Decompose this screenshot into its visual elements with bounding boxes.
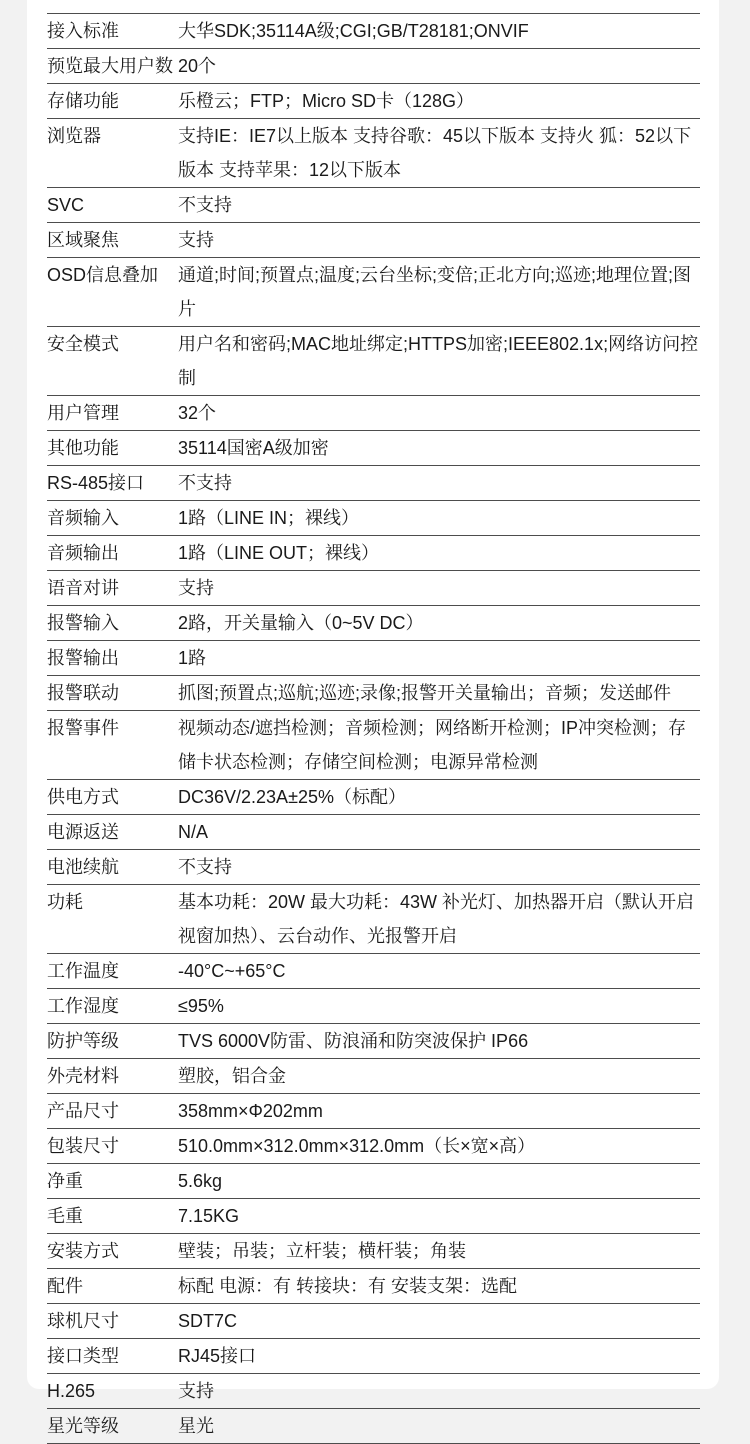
spec-row	[47, 258, 700, 327]
spec-card	[27, 0, 719, 1436]
spec-label: 报警输出	[47, 648, 119, 668]
spec-label: 浏览器	[47, 126, 101, 146]
spec-value: 不支持	[178, 195, 232, 215]
spec-value: 2路，开关量输入（0~5V DC）	[178, 613, 424, 633]
spec-row	[47, 1164, 700, 1199]
spec-row	[47, 188, 700, 223]
spec-row	[47, 885, 700, 954]
spec-row	[47, 641, 700, 676]
spec-value: RJ45接口	[178, 1346, 257, 1366]
spec-label: 星光等级	[47, 1416, 119, 1436]
spec-label: 毛重	[47, 1206, 83, 1226]
spec-table	[47, 0, 700, 1444]
spec-value: 不支持	[178, 857, 232, 877]
spec-label: 功耗	[47, 892, 83, 912]
spec-row	[47, 1129, 700, 1164]
spec-row	[47, 501, 700, 536]
spec-row	[47, 1059, 700, 1094]
spec-label: 语音对讲	[47, 578, 119, 598]
spec-label: 工作温度	[47, 961, 119, 981]
spec-row	[47, 1024, 700, 1059]
spec-label: 配件	[47, 1276, 83, 1296]
spec-label: 球机尺寸	[47, 1311, 119, 1331]
spec-row	[47, 49, 700, 84]
spec-value: 5.6kg	[178, 1171, 223, 1191]
spec-value: 视频动态/遮挡检测；音频检测；网络断开检测；IP冲突检测；存储卡状态检测；存储空间检测；电源异常检测	[178, 718, 687, 772]
spec-row	[47, 1409, 700, 1444]
spec-row	[47, 1339, 700, 1374]
spec-value: 1路（LINE OUT；裸线）	[178, 543, 380, 563]
spec-label: 接口类型	[47, 1346, 119, 1366]
spec-value: 支持IE：IE7以上版本 支持谷歌：45以下版本 支持火 狐：52以下版本 支持苹果：12以下版本	[178, 126, 692, 180]
spec-value: 358mm×Φ202mm	[178, 1101, 323, 1121]
spec-label: 防护等级	[47, 1031, 119, 1051]
spec-value: 支持	[178, 230, 214, 250]
spec-label: H.265	[47, 1381, 96, 1401]
spec-label: 存储功能	[47, 91, 119, 111]
spec-label: 区域聚焦	[47, 230, 119, 250]
spec-value: SDT7C	[178, 1311, 238, 1331]
spec-row	[47, 850, 700, 885]
spec-value: 塑胶，铝合金	[178, 1066, 286, 1086]
spec-label: 音频输入	[47, 508, 119, 528]
spec-label: 安装方式	[47, 1241, 119, 1261]
spec-value: -40°C~+65°C	[178, 961, 286, 981]
spec-row	[47, 780, 700, 815]
spec-value: 基本功耗：20W 最大功耗：43W 补光灯、加热器开启（默认开启视窗加热）、云台动作、光报警开启	[178, 892, 695, 946]
spec-label: 供电方式	[47, 787, 119, 807]
spec-value: ≤95%	[178, 996, 224, 1016]
spec-row	[47, 1199, 700, 1234]
spec-row	[47, 1094, 700, 1129]
spec-label: 电池续航	[47, 857, 119, 877]
spec-value: 大华SDK;35114A级;CGI;GB/T28181;ONVIF	[178, 21, 529, 41]
spec-value: 标配 电源：有 转接块：有 安装支架：选配	[178, 1276, 518, 1296]
spec-value: 不支持	[178, 473, 232, 493]
spec-value: 510.0mm×312.0mm×312.0mm（长×宽×高）	[178, 1136, 536, 1156]
spec-value: 32个	[178, 403, 217, 423]
spec-value: 支持	[178, 1381, 214, 1401]
spec-value: 通道;时间;预置点;温度;云台坐标;变倍;正北方向;巡迹;地理位置;图片	[178, 265, 692, 319]
spec-row	[47, 223, 700, 258]
spec-row	[47, 0, 700, 14]
spec-row	[47, 571, 700, 606]
spec-value: 7.15KG	[178, 1206, 240, 1226]
spec-row	[47, 396, 700, 431]
spec-value: 用户名和密码;MAC地址绑定;HTTPS加密;IEEE802.1x;网络访问控制	[178, 334, 699, 388]
spec-label: 报警事件	[47, 718, 119, 738]
spec-value: 壁装；吊装；立杆装；横杆装；角装	[178, 1241, 466, 1261]
spec-label: RS-485接口	[47, 473, 145, 493]
spec-label: 安全模式	[47, 334, 119, 354]
spec-row	[47, 1374, 700, 1409]
spec-row	[47, 466, 700, 501]
spec-label: 接入标准	[47, 21, 119, 41]
spec-label: SVC	[47, 195, 85, 215]
spec-row	[47, 1269, 700, 1304]
spec-label: 外壳材料	[47, 1066, 119, 1086]
spec-row	[47, 815, 700, 850]
spec-value: 1路（LINE IN；裸线）	[178, 508, 360, 528]
spec-row	[47, 327, 700, 396]
spec-row	[47, 84, 700, 119]
spec-value: 20个	[178, 56, 217, 76]
spec-value: 35114国密A级加密	[178, 438, 329, 458]
spec-row	[47, 606, 700, 641]
spec-label: 工作湿度	[47, 996, 119, 1016]
spec-label: 用户管理	[47, 403, 119, 423]
spec-row	[47, 14, 700, 49]
spec-label: 电源返送	[47, 822, 119, 842]
spec-value: 抓图;预置点;巡航;巡迹;录像;报警开关量输出；音频；发送邮件	[178, 683, 672, 703]
spec-value: N/A	[178, 822, 209, 842]
spec-label: OSD信息叠加	[47, 265, 159, 285]
spec-label: 产品尺寸	[47, 1101, 119, 1121]
spec-value: 乐橙云；FTP；Micro SD卡（128G）	[178, 91, 475, 111]
spec-label: 音频输出	[47, 543, 119, 563]
spec-label: 其他功能	[47, 438, 119, 458]
spec-value: DC36V/2.23A±25%（标配）	[178, 787, 406, 807]
spec-row	[47, 711, 700, 780]
spec-value: 1路	[178, 648, 207, 668]
spec-label: 预览最大用户数	[47, 56, 173, 76]
spec-row	[47, 536, 700, 571]
spec-row	[47, 1304, 700, 1339]
spec-row	[47, 954, 700, 989]
spec-label: 报警输入	[47, 613, 119, 633]
spec-row	[47, 676, 700, 711]
spec-row	[47, 1234, 700, 1269]
spec-row	[47, 431, 700, 466]
spec-label: 净重	[47, 1171, 83, 1191]
spec-value: 支持	[178, 578, 214, 598]
spec-row	[47, 989, 700, 1024]
spec-value: 星光	[178, 1416, 214, 1436]
spec-label: 包装尺寸	[47, 1136, 119, 1156]
spec-value: TVS 6000V防雷、防浪涌和防突波保护 IP66	[178, 1031, 529, 1051]
spec-label: 报警联动	[47, 683, 119, 703]
spec-row	[47, 119, 700, 188]
